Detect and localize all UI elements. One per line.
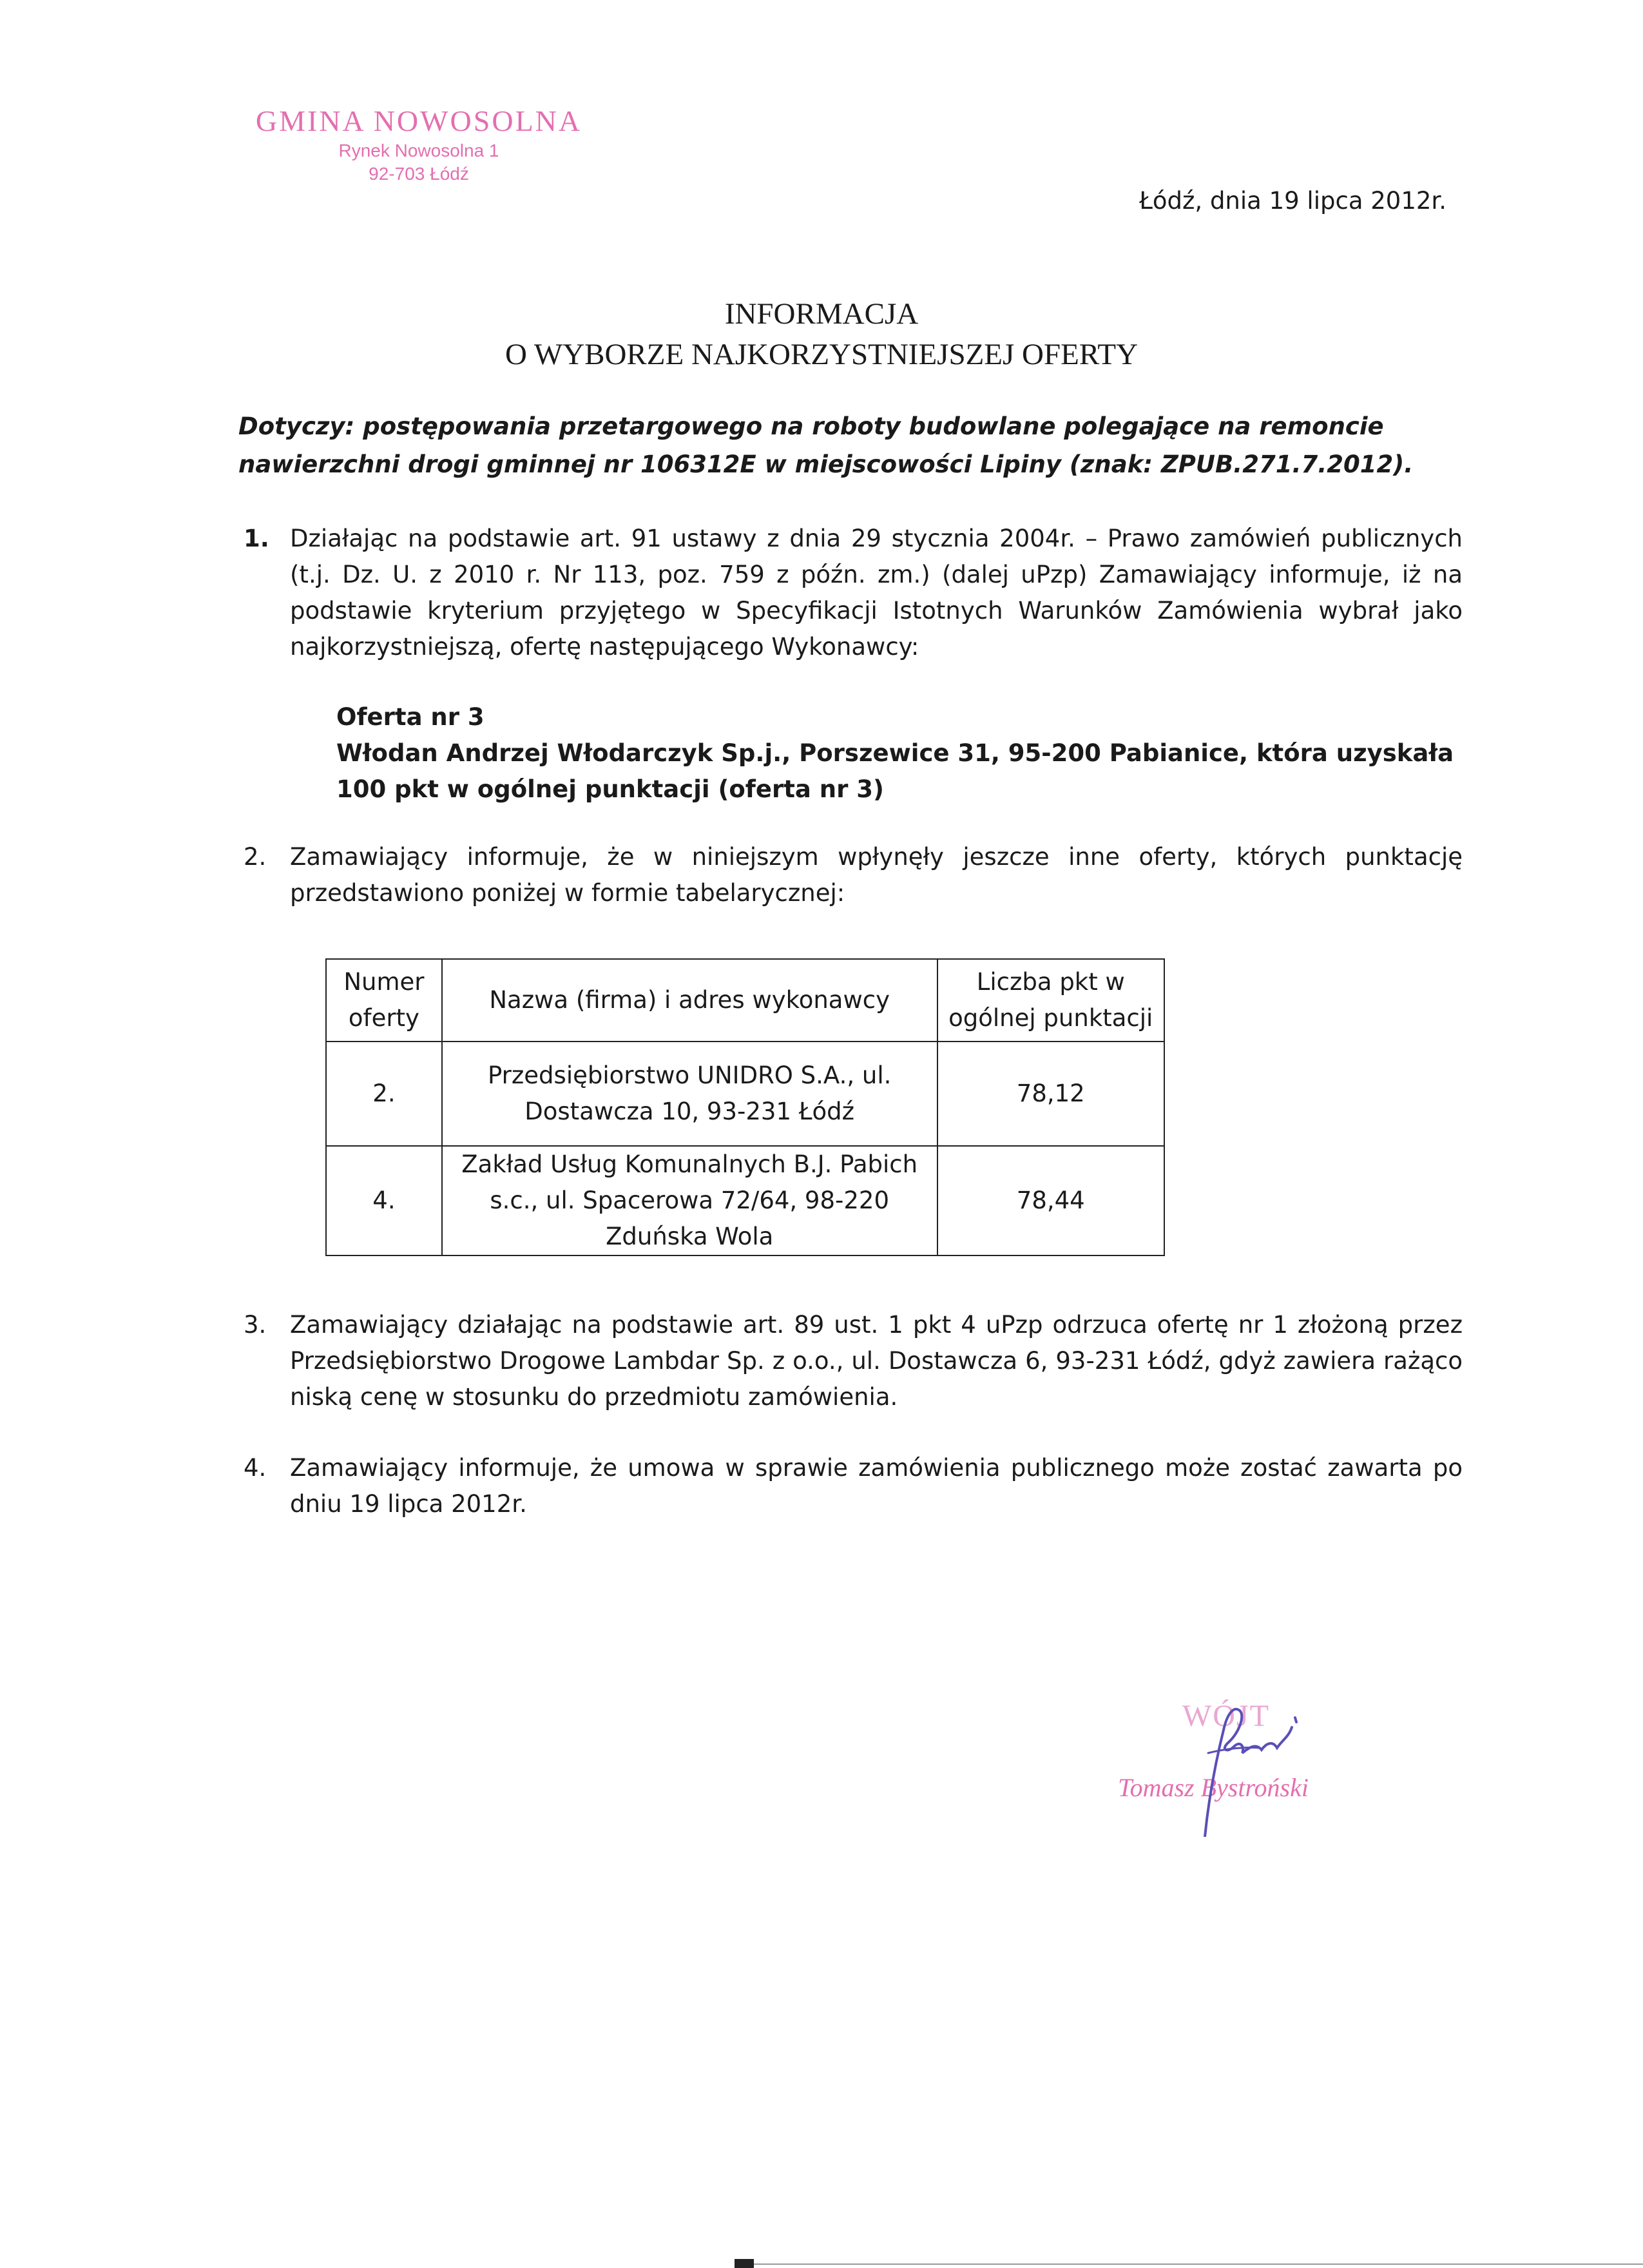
table-cell-name: Przedsiębiorstwo UNIDRO S.A., ul. Dostawcza 10, 93-231 Łódź	[442, 1042, 937, 1146]
list-item-text: Działając na podstawie art. 91 ustawy z dnia 29 stycznia 2004r. – Prawo zamówień publicznych (t.j. Dz. U. z 2010 r. Nr 113, poz. 759 z późn. zm.) (dalej uPzp) Zamawiający informuje, iż na podstawie kryterium przyjętego w Specyfikacji Istotnych Warunków Zamówienia wybrał jako najkorzystniejszą, ofertę następującego Wykonawcy:	[290, 525, 1463, 661]
municipality-stamp	[238, 103, 599, 186]
scan-edge-line	[754, 2263, 1643, 2265]
list-item-number: 1.	[244, 525, 269, 552]
offers-table	[325, 958, 1165, 1256]
stamp-line-1: GMINA NOWOSOLNA	[255, 104, 582, 137]
list-item-number: 2.	[244, 843, 267, 871]
signature-stamp-title: WÓJT	[1182, 1699, 1270, 1733]
document-date: Łódź, dnia 19 lipca 2012r.	[1139, 187, 1446, 215]
stamp-line-3: 92-703 Łódź	[369, 164, 469, 184]
handwritten-signature	[1095, 1689, 1405, 1837]
table-header-points: Liczba pkt w ogólnej punktacji	[937, 959, 1165, 1042]
list-item-4	[244, 1450, 1463, 1522]
document-title-line-2: O WYBORZE NAJKORZYSTNIEJSZEJ OFERTY	[504, 338, 1139, 371]
subject-paragraph: Dotyczy: postępowania przetargowego na roboty budowlane polegające na remoncie nawierzchni drogi gminnej nr 106312E w miejscowości Lipiny (znak: ZPUB.271.7.2012).	[238, 412, 1414, 478]
table-header-name: Nazwa (firma) i adres wykonawcy	[442, 959, 937, 1042]
table-cell-points: 78,12	[937, 1042, 1165, 1146]
list-item-text: Zamawiający działając na podstawie art. 89 ust. 1 pkt 4 uPzp odrzuca ofertę nr 1 złożoną przez Przedsiębiorstwo Drogowe Lambdar Sp. z o.o., ul. Dostawcza 6, 93-231 Łódź, gdyż zawiera rażąco niską cenę w stosunku do przedmiotu zamówienia.	[290, 1311, 1463, 1411]
table-header-row	[326, 959, 1164, 1042]
table-cell-number: 2.	[326, 1042, 442, 1146]
table-header-number: Numer oferty	[326, 959, 442, 1042]
list-item-1	[244, 521, 1463, 665]
selected-offer	[336, 699, 1470, 808]
table-cell-name: Zakład Usług Komunalnych B.J. Pabich s.c., ul. Spacerowa 72/64, 98-220 Zduńska Wola	[442, 1146, 937, 1255]
signature-stamp-name: Tomasz Bystroński	[1118, 1773, 1309, 1802]
list-item-text: Zamawiający informuje, że umowa w sprawie zamówienia publicznego może zostać zawarta po dniu 19 lipca 2012r.	[290, 1454, 1463, 1518]
list-item-3	[244, 1307, 1463, 1415]
table-row	[326, 1042, 1164, 1146]
table-row	[326, 1146, 1164, 1255]
table-cell-points: 78,44	[937, 1146, 1165, 1255]
list-item-2	[244, 839, 1463, 911]
stamp-line-2: Rynek Nowosolna 1	[338, 141, 499, 160]
list-item-number: 3.	[244, 1311, 267, 1339]
document-title-line-1: INFORMACJA	[724, 297, 919, 331]
list-item-text: Zamawiający informuje, że w niniejszym wpłynęły jeszcze inne oferty, których punktację przedstawiono poniżej w formie tabelarycznej:	[290, 843, 1463, 907]
selected-offer-number: Oferta nr 3	[336, 703, 485, 731]
list-item-number: 4.	[244, 1454, 267, 1482]
table-cell-number: 4.	[326, 1146, 442, 1255]
selected-offer-details: Włodan Andrzej Włodarczyk Sp.j., Porszewice 31, 95-200 Pabianice, która uzyskała 100 pkt w ogólnej punktacji (oferta nr 3)	[336, 739, 1454, 803]
scan-edge-mark	[735, 2259, 754, 2268]
